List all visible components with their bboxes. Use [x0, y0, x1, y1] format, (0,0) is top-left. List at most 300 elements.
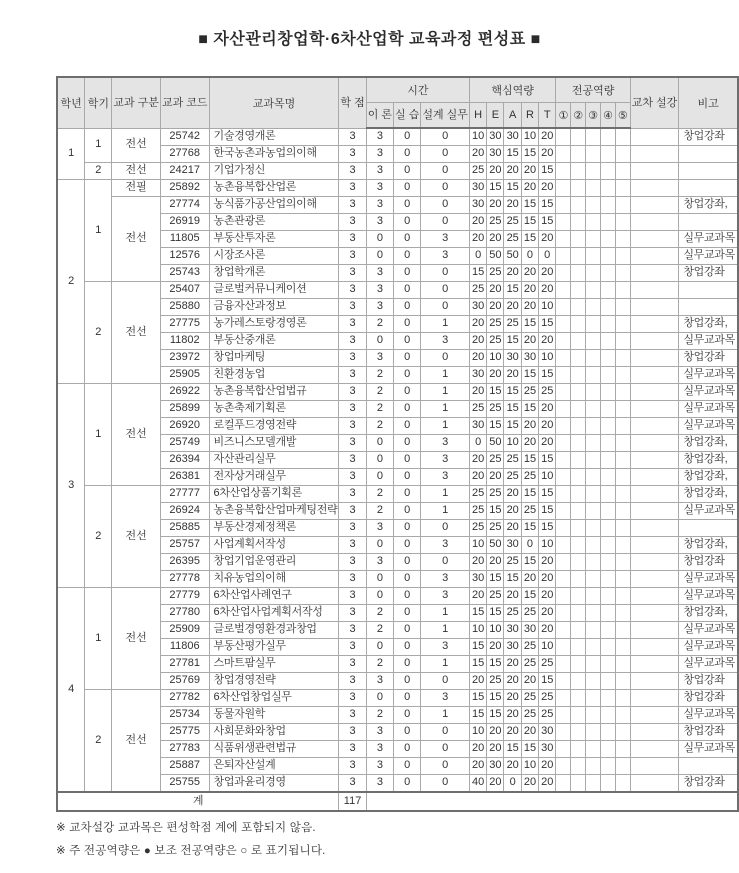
major-competency-2-cell — [571, 214, 586, 231]
core-competency-r-cell: 20 — [521, 333, 538, 350]
practice-hours-cell: 0 — [394, 707, 421, 724]
theory-hours-cell: 3 — [366, 741, 393, 758]
category-cell: 전선 — [112, 690, 161, 793]
course-name-cell: 6차산업상품기획론 — [209, 486, 339, 503]
core-competency-e-cell: 15 — [487, 384, 504, 401]
core-competency-h-cell: 30 — [469, 418, 486, 435]
core-competency-e-cell: 25 — [487, 486, 504, 503]
core-competency-e-cell: 25 — [487, 452, 504, 469]
core-competency-a-cell: 20 — [504, 656, 521, 673]
major-competency-2-cell — [571, 282, 586, 299]
core-competency-e-cell: 15 — [487, 656, 504, 673]
major-competency-3-cell — [586, 367, 601, 384]
semester-cell: 2 — [85, 163, 112, 180]
theory-hours-cell: 3 — [366, 299, 393, 316]
table-row — [57, 282, 738, 299]
major-competency-4-cell — [601, 299, 616, 316]
header-major-2: ② — [571, 103, 586, 129]
course-code-cell: 25775 — [160, 724, 209, 741]
credits-cell: 3 — [339, 588, 366, 605]
major-competency-2-cell — [571, 367, 586, 384]
credits-cell: 3 — [339, 503, 366, 520]
theory-hours-cell: 3 — [366, 554, 393, 571]
cross-listing-cell — [630, 452, 679, 469]
major-competency-2-cell — [571, 571, 586, 588]
cross-listing-cell — [630, 673, 679, 690]
cross-listing-cell — [630, 214, 679, 231]
header-credits: 학 점 — [339, 77, 366, 128]
core-competency-t-cell: 15 — [539, 673, 556, 690]
major-competency-4-cell — [601, 316, 616, 333]
major-competency-3-cell — [586, 554, 601, 571]
major-competency-1-cell — [556, 639, 571, 656]
credits-cell: 3 — [339, 520, 366, 537]
major-competency-4-cell — [601, 452, 616, 469]
design-hours-cell: 0 — [421, 350, 470, 367]
core-competency-e-cell: 20 — [487, 469, 504, 486]
note-cell: 창업강좌, — [679, 469, 738, 486]
practice-hours-cell: 0 — [394, 690, 421, 707]
core-competency-a-cell: 20 — [504, 265, 521, 282]
major-competency-2-cell — [571, 486, 586, 503]
course-name-cell: 사업계획서작성 — [209, 537, 339, 554]
design-hours-cell: 0 — [421, 520, 470, 537]
major-competency-5-cell — [615, 282, 630, 299]
major-competency-1-cell — [556, 197, 571, 214]
credits-cell: 3 — [339, 350, 366, 367]
core-competency-h-cell: 20 — [469, 452, 486, 469]
core-competency-h-cell: 25 — [469, 503, 486, 520]
course-name-cell: 친환경농업 — [209, 367, 339, 384]
header-major-3: ③ — [586, 103, 601, 129]
core-competency-h-cell: 10 — [469, 622, 486, 639]
major-competency-3-cell — [586, 605, 601, 622]
table-body — [57, 128, 738, 792]
practice-hours-cell: 0 — [394, 214, 421, 231]
major-competency-2-cell — [571, 758, 586, 775]
major-competency-2-cell — [571, 180, 586, 197]
cross-listing-cell — [630, 503, 679, 520]
header-core-r: R — [521, 103, 538, 129]
major-competency-4-cell — [601, 231, 616, 248]
design-hours-cell: 3 — [421, 248, 470, 265]
core-competency-r-cell: 25 — [521, 639, 538, 656]
table-header — [57, 77, 738, 128]
cross-listing-cell — [630, 656, 679, 673]
core-competency-a-cell: 25 — [504, 554, 521, 571]
core-competency-a-cell: 15 — [504, 384, 521, 401]
theory-hours-cell: 3 — [366, 197, 393, 214]
practice-hours-cell: 0 — [394, 656, 421, 673]
major-competency-2-cell — [571, 673, 586, 690]
core-competency-h-cell: 40 — [469, 775, 486, 793]
note-cell: 실무교과목 — [679, 333, 738, 350]
core-competency-r-cell: 20 — [521, 299, 538, 316]
core-competency-e-cell: 15 — [487, 571, 504, 588]
course-code-cell: 25885 — [160, 520, 209, 537]
note-cell — [679, 163, 738, 180]
core-competency-e-cell: 50 — [487, 435, 504, 452]
core-competency-h-cell: 30 — [469, 367, 486, 384]
core-competency-t-cell: 20 — [539, 282, 556, 299]
core-competency-r-cell: 25 — [521, 656, 538, 673]
major-competency-3-cell — [586, 775, 601, 793]
design-hours-cell: 0 — [421, 163, 470, 180]
practice-hours-cell: 0 — [394, 231, 421, 248]
major-competency-3-cell — [586, 707, 601, 724]
major-competency-5-cell — [615, 265, 630, 282]
practice-hours-cell: 0 — [394, 741, 421, 758]
major-competency-2-cell — [571, 469, 586, 486]
major-competency-1-cell — [556, 180, 571, 197]
core-competency-r-cell: 20 — [521, 571, 538, 588]
core-competency-a-cell: 15 — [504, 146, 521, 163]
course-name-cell: 6차산업창업실무 — [209, 690, 339, 707]
note-cell: 실무교과목 — [679, 571, 738, 588]
design-hours-cell: 1 — [421, 605, 470, 622]
core-competency-h-cell: 15 — [469, 639, 486, 656]
core-competency-t-cell: 20 — [539, 265, 556, 282]
major-competency-5-cell — [615, 180, 630, 197]
core-competency-a-cell: 15 — [504, 180, 521, 197]
credits-cell: 3 — [339, 537, 366, 554]
major-competency-3-cell — [586, 180, 601, 197]
course-code-cell: 26395 — [160, 554, 209, 571]
major-competency-4-cell — [601, 128, 616, 146]
course-code-cell: 26394 — [160, 452, 209, 469]
core-competency-e-cell: 10 — [487, 622, 504, 639]
core-competency-a-cell: 30 — [504, 622, 521, 639]
cross-listing-cell — [630, 724, 679, 741]
core-competency-a-cell: 30 — [504, 350, 521, 367]
practice-hours-cell: 0 — [394, 248, 421, 265]
core-competency-r-cell: 0 — [521, 537, 538, 554]
major-competency-1-cell — [556, 282, 571, 299]
core-competency-r-cell: 15 — [521, 401, 538, 418]
major-competency-4-cell — [601, 503, 616, 520]
credits-cell: 3 — [339, 128, 366, 146]
core-competency-a-cell: 20 — [504, 367, 521, 384]
major-competency-3-cell — [586, 673, 601, 690]
major-competency-3-cell — [586, 741, 601, 758]
core-competency-e-cell: 20 — [487, 299, 504, 316]
major-competency-1-cell — [556, 418, 571, 435]
major-competency-3-cell — [586, 197, 601, 214]
core-competency-h-cell: 15 — [469, 265, 486, 282]
course-code-cell: 25892 — [160, 180, 209, 197]
course-name-cell: 글로벌경영환경과창업 — [209, 622, 339, 639]
page-title: ■ 자산관리창업학·6차산업학 교육과정 편성표 ■ — [198, 31, 541, 48]
design-hours-cell: 1 — [421, 401, 470, 418]
major-competency-5-cell — [615, 571, 630, 588]
table-row — [57, 163, 738, 180]
note-cell: 창업강좌 — [679, 775, 738, 793]
theory-hours-cell: 3 — [366, 350, 393, 367]
major-competency-4-cell — [601, 265, 616, 282]
practice-hours-cell: 0 — [394, 128, 421, 146]
design-hours-cell: 0 — [421, 758, 470, 775]
theory-hours-cell: 2 — [366, 707, 393, 724]
theory-hours-cell: 3 — [366, 265, 393, 282]
course-code-cell: 27779 — [160, 588, 209, 605]
design-hours-cell: 3 — [421, 690, 470, 707]
theory-hours-cell: 0 — [366, 333, 393, 350]
credits-cell: 3 — [339, 452, 366, 469]
design-hours-cell: 0 — [421, 554, 470, 571]
major-competency-5-cell — [615, 435, 630, 452]
total-label-cell: 계 — [57, 792, 339, 811]
major-competency-4-cell — [601, 163, 616, 180]
practice-hours-cell: 0 — [394, 639, 421, 656]
course-code-cell: 27783 — [160, 741, 209, 758]
core-competency-h-cell: 20 — [469, 316, 486, 333]
course-code-cell: 27778 — [160, 571, 209, 588]
major-competency-5-cell — [615, 605, 630, 622]
major-competency-4-cell — [601, 554, 616, 571]
major-competency-3-cell — [586, 401, 601, 418]
credits-cell: 3 — [339, 367, 366, 384]
course-code-cell: 25880 — [160, 299, 209, 316]
major-competency-1-cell — [556, 588, 571, 605]
cross-listing-cell — [630, 248, 679, 265]
core-competency-a-cell: 25 — [504, 316, 521, 333]
course-name-cell: 사회문화와창업 — [209, 724, 339, 741]
major-competency-3-cell — [586, 622, 601, 639]
total-credits-cell: 117 — [339, 792, 366, 811]
major-competency-5-cell — [615, 588, 630, 605]
course-code-cell: 11806 — [160, 639, 209, 656]
major-competency-5-cell — [615, 128, 630, 146]
core-competency-t-cell: 15 — [539, 503, 556, 520]
major-competency-5-cell — [615, 656, 630, 673]
major-competency-4-cell — [601, 724, 616, 741]
design-hours-cell: 0 — [421, 775, 470, 793]
core-competency-r-cell: 20 — [521, 180, 538, 197]
major-competency-4-cell — [601, 197, 616, 214]
credits-cell: 3 — [339, 724, 366, 741]
major-competency-5-cell — [615, 469, 630, 486]
course-name-cell: 농촌융복합산업마케팅전략 — [209, 503, 339, 520]
course-name-cell: 은퇴자산설계 — [209, 758, 339, 775]
major-competency-2-cell — [571, 435, 586, 452]
major-competency-4-cell — [601, 401, 616, 418]
core-competency-e-cell: 30 — [487, 758, 504, 775]
core-competency-t-cell: 15 — [539, 452, 556, 469]
major-competency-2-cell — [571, 197, 586, 214]
core-competency-r-cell: 30 — [521, 622, 538, 639]
course-code-cell: 27777 — [160, 486, 209, 503]
credits-cell: 3 — [339, 690, 366, 707]
core-competency-r-cell: 10 — [521, 128, 538, 146]
category-cell: 전선 — [112, 197, 161, 282]
design-hours-cell: 0 — [421, 724, 470, 741]
major-competency-1-cell — [556, 503, 571, 520]
major-competency-5-cell — [615, 248, 630, 265]
major-competency-2-cell — [571, 639, 586, 656]
core-competency-t-cell: 25 — [539, 656, 556, 673]
theory-hours-cell: 0 — [366, 690, 393, 707]
header-core-e: E — [487, 103, 504, 129]
credits-cell: 3 — [339, 486, 366, 503]
major-competency-1-cell — [556, 316, 571, 333]
major-competency-4-cell — [601, 537, 616, 554]
course-code-cell: 27775 — [160, 316, 209, 333]
major-competency-3-cell — [586, 163, 601, 180]
core-competency-e-cell: 20 — [487, 775, 504, 793]
course-code-cell: 26924 — [160, 503, 209, 520]
core-competency-e-cell: 10 — [487, 350, 504, 367]
core-competency-a-cell: 25 — [504, 605, 521, 622]
course-name-cell: 농가레스토랑경영론 — [209, 316, 339, 333]
core-competency-a-cell: 10 — [504, 435, 521, 452]
credits-cell: 3 — [339, 622, 366, 639]
core-competency-h-cell: 20 — [469, 673, 486, 690]
semester-cell: 2 — [85, 486, 112, 588]
core-competency-h-cell: 30 — [469, 197, 486, 214]
cross-listing-cell — [630, 197, 679, 214]
course-code-cell: 11802 — [160, 333, 209, 350]
major-competency-5-cell — [615, 197, 630, 214]
design-hours-cell: 0 — [421, 128, 470, 146]
major-competency-1-cell — [556, 673, 571, 690]
core-competency-t-cell: 15 — [539, 486, 556, 503]
course-code-cell: 27782 — [160, 690, 209, 707]
core-competency-e-cell: 25 — [487, 265, 504, 282]
theory-hours-cell: 2 — [366, 656, 393, 673]
note-cell: 실무교과목 — [679, 231, 738, 248]
major-competency-3-cell — [586, 656, 601, 673]
major-competency-3-cell — [586, 724, 601, 741]
header-major-1: ① — [556, 103, 571, 129]
major-competency-5-cell — [615, 724, 630, 741]
major-competency-3-cell — [586, 265, 601, 282]
core-competency-a-cell: 30 — [504, 128, 521, 146]
major-competency-3-cell — [586, 435, 601, 452]
core-competency-r-cell: 15 — [521, 741, 538, 758]
major-competency-2-cell — [571, 146, 586, 163]
core-competency-t-cell: 15 — [539, 214, 556, 231]
note-cell: 실무교과목 — [679, 418, 738, 435]
core-competency-t-cell: 15 — [539, 163, 556, 180]
major-competency-4-cell — [601, 350, 616, 367]
core-competency-h-cell: 25 — [469, 520, 486, 537]
credits-cell: 3 — [339, 333, 366, 350]
practice-hours-cell: 0 — [394, 554, 421, 571]
footnote-cross-listing: ※ 교차설강 교과목은 편성학점 계에 포함되지 않음. — [56, 822, 316, 834]
core-competency-t-cell: 25 — [539, 690, 556, 707]
core-competency-h-cell: 10 — [469, 537, 486, 554]
major-competency-3-cell — [586, 384, 601, 401]
core-competency-a-cell: 15 — [504, 418, 521, 435]
design-hours-cell: 0 — [421, 265, 470, 282]
core-competency-h-cell: 15 — [469, 656, 486, 673]
header-practice-hours: 실 습 — [394, 103, 421, 129]
cross-listing-cell — [630, 180, 679, 197]
major-competency-5-cell — [615, 350, 630, 367]
design-hours-cell: 3 — [421, 571, 470, 588]
major-competency-1-cell — [556, 452, 571, 469]
header-semester: 학기 — [85, 77, 112, 128]
major-competency-4-cell — [601, 741, 616, 758]
major-competency-3-cell — [586, 503, 601, 520]
note-cell — [679, 282, 738, 299]
major-competency-2-cell — [571, 333, 586, 350]
credits-cell: 3 — [339, 231, 366, 248]
core-competency-e-cell: 20 — [487, 639, 504, 656]
core-competency-t-cell: 20 — [539, 775, 556, 793]
note-cell: 실무교과목 — [679, 401, 738, 418]
major-competency-3-cell — [586, 588, 601, 605]
major-competency-2-cell — [571, 605, 586, 622]
core-competency-t-cell: 30 — [539, 724, 556, 741]
core-competency-a-cell: 15 — [504, 282, 521, 299]
table-row — [57, 197, 738, 214]
design-hours-cell: 0 — [421, 180, 470, 197]
practice-hours-cell: 0 — [394, 775, 421, 793]
note-cell: 창업강좌, — [679, 316, 738, 333]
credits-cell: 3 — [339, 775, 366, 793]
table-row — [57, 588, 738, 605]
core-competency-a-cell: 25 — [504, 469, 521, 486]
note-cell: 창업강좌, — [679, 197, 738, 214]
major-competency-3-cell — [586, 316, 601, 333]
core-competency-e-cell: 25 — [487, 673, 504, 690]
header-core-competency-group: 핵심역량 — [469, 77, 556, 103]
note-cell: 창업강좌 — [679, 673, 738, 690]
practice-hours-cell: 0 — [394, 452, 421, 469]
core-competency-e-cell: 15 — [487, 418, 504, 435]
semester-cell: 1 — [85, 384, 112, 486]
major-competency-3-cell — [586, 452, 601, 469]
major-competency-3-cell — [586, 231, 601, 248]
major-competency-4-cell — [601, 282, 616, 299]
design-hours-cell: 1 — [421, 503, 470, 520]
core-competency-h-cell: 20 — [469, 554, 486, 571]
practice-hours-cell: 0 — [394, 350, 421, 367]
major-competency-1-cell — [556, 214, 571, 231]
major-competency-3-cell — [586, 571, 601, 588]
theory-hours-cell: 0 — [366, 537, 393, 554]
major-competency-1-cell — [556, 520, 571, 537]
core-competency-a-cell: 20 — [504, 197, 521, 214]
major-competency-1-cell — [556, 435, 571, 452]
major-competency-4-cell — [601, 248, 616, 265]
core-competency-t-cell: 15 — [539, 367, 556, 384]
course-name-cell: 한국농촌과농업의이해 — [209, 146, 339, 163]
practice-hours-cell: 0 — [394, 588, 421, 605]
major-competency-1-cell — [556, 248, 571, 265]
credits-cell: 3 — [339, 163, 366, 180]
core-competency-h-cell: 20 — [469, 469, 486, 486]
year-cell: 2 — [57, 180, 85, 384]
cross-listing-cell — [630, 435, 679, 452]
core-competency-r-cell: 15 — [521, 197, 538, 214]
theory-hours-cell: 2 — [366, 486, 393, 503]
design-hours-cell: 1 — [421, 367, 470, 384]
practice-hours-cell: 0 — [394, 758, 421, 775]
core-competency-e-cell: 25 — [487, 401, 504, 418]
cross-listing-cell — [630, 775, 679, 793]
major-competency-3-cell — [586, 520, 601, 537]
core-competency-t-cell: 20 — [539, 418, 556, 435]
cross-listing-cell — [630, 367, 679, 384]
course-name-cell: 자산관리실무 — [209, 452, 339, 469]
core-competency-r-cell: 20 — [521, 282, 538, 299]
major-competency-5-cell — [615, 622, 630, 639]
course-name-cell: 로컬푸드경영전략 — [209, 418, 339, 435]
semester-cell: 2 — [85, 282, 112, 384]
core-competency-r-cell: 20 — [521, 265, 538, 282]
